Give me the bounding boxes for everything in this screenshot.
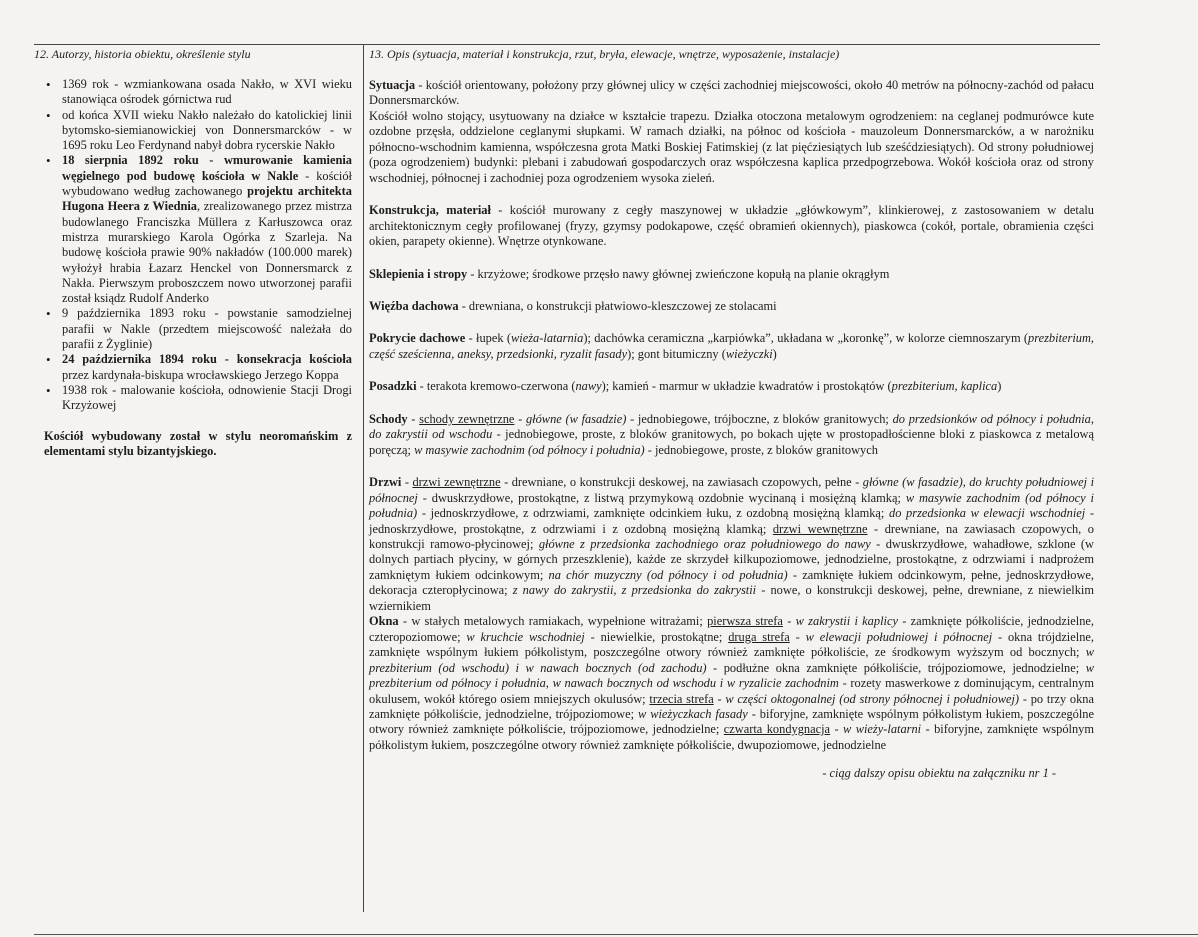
section-13-header: 13. Opis (sytuacja, materiał i konstrukcja, rzut, bryła, elewacje, wnętrze, wyposażenie, instalacje) (369, 47, 840, 61)
history-column (34, 44, 353, 459)
history-list (44, 77, 352, 414)
konstrukcja-paragraph: Konstrukcja, materiał - kościół murowany z cegły maszynowej w układzie „główkowym”, klinkierowej, z zastosowaniem w detalu architektonicznym cegły profilowanej (fryzy, gzymsy podokapowe, część obramień okiennych), piaskowca (cokół, portale, obramienia części okien, parapety okienne). Wnętrze otynkowane. (369, 203, 1094, 249)
history-item: • 1369 rok - wzmiankowana osada Nakło, w XVI wieku stanowiąca ośrodek górnictwa rud (44, 77, 352, 108)
bottom-rule (34, 934, 1198, 935)
history-item: • 18 sierpnia 1892 roku - wmurowanie kamienia węgielnego pod budowę kościoła w Nakle - kościół wybudowano według zachowanego projektu architekta Hugona Heera z Wiednia, zrealizowanego przez mistrza budowlanego Franciszka Müllera z Karłuszowca oraz mistrza murarskiego Karola Ogórka z Szarleja. Na budowę kościoła prawie 90% nakładów (100.000 marek) wyłożył hrabia Łazarz Henckel von Donnersmarck z Nakła. Pierwszym proboszczem nowo utworzonej parafii został ksiądz Rudolf Anderko (44, 153, 352, 306)
column-divider (363, 44, 364, 912)
sytuacja-details: Kościół wolno stojący, usytuowany na działce w kształcie trapezu. Działka otoczona metalowym ogrodzeniem: na ceglanej podmurówce kute ozdobne przęsła, oddzielone ceglanymi słupkami. W ramach działki, na północ od kościoła - mauzoleum Donnersmarcków, a w narożniku północno-wschodnim kamienna, współczesna grota Matki Boskiej Fatimskiej (z lat pięćziesiątych lub sześćdziesiątych). Od strony południowej (poza ogrodzeniem) budynki: plebani i zabudowań gospodarczych oraz współczesna kaplica przedpogrzebowa. Wokół kościoła oraz od strony wschodniej, północnej i zachodniej poza ogrodzeniem wysoka zieleń. (369, 108, 1094, 185)
history-item: • 9 października 1893 roku - powstanie samodzielnej parafii w Nakle (przedtem miejscowość należała do parafii z Żyglinie) (44, 306, 352, 352)
section-12-header: 12. Autorzy, historia obiektu, określenie stylu (34, 47, 251, 61)
sytuacja-paragraph: Sytuacja - kościół orientowany, położony przy głównej ulicy w części zachodniej miejscowości, około 40 metrów na północny-zachód od pałacu Donnersmarcków. (369, 78, 1094, 108)
okna-paragraph: Okna - w stałych metalowych ramiakach, wypełnione witrażami; pierwsza strefa - w zakrystii i kaplicy - zamknięte półkoliście, jednodzielne, czteropoziomowe; w kruchcie wschodniej - niewielkie, prostokątne; druga strefa - w elewacji południowej i północnej - okna trójdzielne, zamknięte wspólnym łukiem półkolistym, poszczególne otwory również zamknięte półkoliście, ze środkowym wyższym od bocznych; w prezbiterium (od wschodu) i w nawach bocznych (od zachodu) - podłużne okna zamknięte półkoliście, trójpoziomowe, jednodzielne; w prezbiterium od północy i południa, w nawach bocznych od wschodu i w ryzalicie zachodnim - rozety maswerkowe z dominującym, centralnym okulusem, wokół którego osiem mniejszych okulusów; trzecia strefa - w części oktogonalnej (od strony północnej i południowej) - po trzy okna zamknięte półkoliście, jednodzielne, trójpoziomowe; w wieżyczkach fasady - biforyjne, zamknięte wspólnym półkolistym łukiem, poszczególne otwory również zamknięte półkoliście, trójpoziomowe, jednodzielne; czwarta kondygnacja - w wieży-latarni - biforyjne, zamknięte wspólnym półkolistym łukiem, poszczególne otwory również zamknięte półkoliście, dwupoziomowe, jednodzielne (369, 614, 1095, 752)
drzwi-paragraph: Drzwi - drzwi zewnętrzne - drewniane, o konstrukcji deskowej, na zawiasach czopowych, pełne - główne (w fasadzie), do kruchty południowej i północnej - dwuskrzydłowe, prostokątne, z listwą przymykową ozdobnie wycinaną i mosiężną klamką; w masywie zachodnim (od północy i południa) - jednoskrzydłowe, z odrzwiami, zamknięte odcinkiem łuku, z ozdobną mosiężną klamką; do przedsionka w elewacji wschodniej - jednoskrzydłowe, prostokątne, z odrzwiami i z ozdobną mosiężną klamką; drzwi wewnętrzne - drewniane, na zawiasach czopowych, o konstrukcji ramowo-płycinowej; główne z przedsionka zachodniego oraz południowego do nawy - dwuskrzydłowe, wahadłowe, szklone (w dolnych partiach płyciny, w górnych przeszklenie), każde ze skrzydeł kilkupoziomowe, jednodzielne, prostokątne, z odrzwiami i nadprożem zamkniętym łukiem odcinkowym; na chór muzyczny (od północy i od południa) - zamknięte łukiem odcinkowym, pełne, jednoskrzydłowe, dekoracja czteropłycinowa; z nawy do zakrystii, z przedsionka do zakrystii - nowe, o konstrukcji deskowej, pełne, drewniane, z niewielkim wziernikiem (369, 475, 1095, 613)
sklepienia-paragraph: Sklepienia i stropy - krzyżowe; środkowe przęsło nawy głównej zwieńczone kopułą na planie okrągłym (369, 266, 890, 281)
history-item: • od końca XVII wieku Nakło należało do katolickiej linii bytomsko-siemianowickiej von Donnersmarcków - w 1695 roku Leo Ferdynand nabył dobra rycerskie Nakło (44, 108, 352, 154)
history-item: • 24 października 1894 roku - konsekracja kościoła przez kardynała-biskupa wrocławskiego Jerzego Koppa (44, 352, 352, 383)
description-column (369, 44, 1094, 793)
pokrycie-paragraph: Pokrycie dachowe - łupek (wieża-latarnia); dachówka ceramiczna „karpiówka”, układana w „koronkę”, w kolorze ciemnoszarym (prezbiterium, część sześcienna, aneksy, przedsionki, ryzalit fasady); gont bitumiczny (wieżyczki) (369, 331, 1095, 361)
style-summary: Kościół wybudowany został w stylu neoromańskim z elementami stylu bizantyjskiego. (44, 428, 352, 458)
wiezba-paragraph: Więźba dachowa - drewniana, o konstrukcji płatwiowo-kleszczowej ze stolacami (369, 298, 777, 313)
schody-paragraph: Schody - schody zewnętrzne - główne (w fasadzie) - jednobiegowe, trójboczne, z bloków granitowych; do przedsionków od północy i południa, do zakrystii od wschodu - jednobiegowe, proste, z bloków granitowych, po bokach ujęte w prostopadłościenne bloki z piaskowca z metalową poręczą; w masywie zachodnim (od północy i południa) - jednobiegowe, proste, z bloków granitowych (369, 411, 1094, 457)
continuation-note: - ciąg dalszy opisu obiektu na załączniku nr 1 - (822, 765, 1056, 780)
posadzki-paragraph: Posadzki - terakota kremowo-czerwona (nawy); kamień - marmur w układzie kwadratów i prostokątów (prezbiterium, kaplica) (369, 379, 1002, 394)
history-item: • 1938 rok - malowanie kościoła, odnowienie Stacji Drogi Krzyżowej (44, 383, 352, 414)
